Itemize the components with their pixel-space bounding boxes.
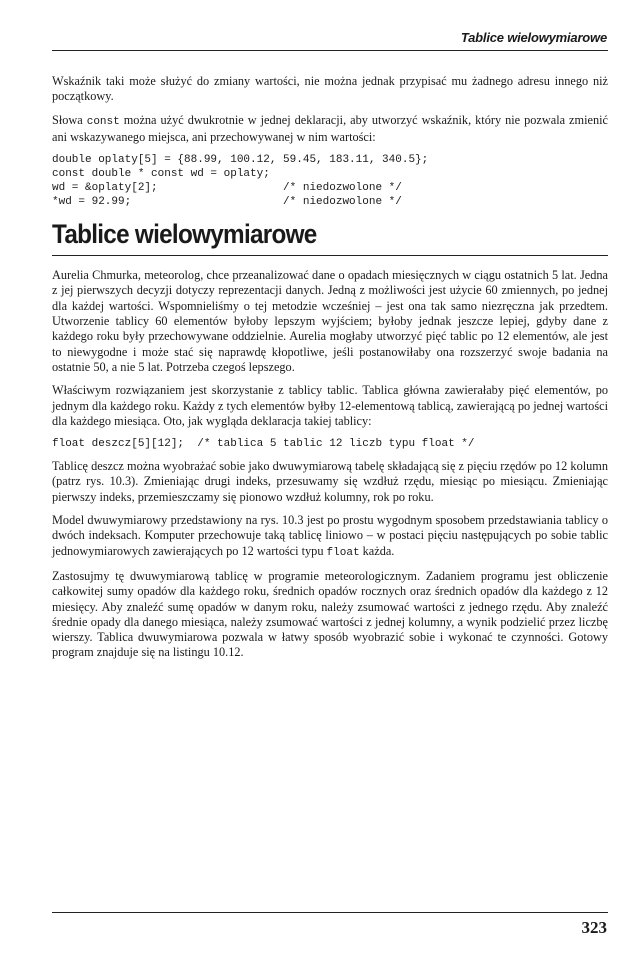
text-run: każda. <box>359 543 395 558</box>
code-line: double oplaty[5] = {88.99, 100.12, 59.45, 183.11, 340.5}; <box>52 154 429 167</box>
text-run: Model dwuwymiarowy przedstawiony na rys. 10.3 jest po prostu wygodnym sposobem przedstawiania tablicy o dwóch indeksach. Komputer przechowuje taką tablicę liniowo – w postaci pięciu następujących po sobie tablic jednowymiarowych zawierających po 12 wartości typu <box>52 513 608 558</box>
text-run: Słowa <box>52 112 87 127</box>
paragraph: Zastosujmy tę dwuwymiarową tablicę w programie meteorologicznym. Zadaniem programu jest obliczenie całkowitej sumy opadów dla każdego roku, średnich opadów rocznych oraz średnich opadów dla każdego z 12 miesięcy. Aby znaleźć sumę opadów w danym roku, należy zsumować wartości z jednego rzędu. Aby znaleźć średnie opady dla danego miesiąca, należy zsumować wartości z jednej kolumny, a wynik podzielić przez liczbę wierszy. Tablica dwuwymiarowa pozwala w łatwy sposób wyobrazić sobie i wykonać te czynności. Gotowy program znajduje się na listingu 10.12. <box>52 568 608 660</box>
paragraph <box>52 113 608 146</box>
paragraph <box>52 513 608 561</box>
paragraph: Wskaźnik taki może służyć do zmiany wartości, nie można jednak przypisać mu żadnego adresu innego niż początkowy. <box>52 74 608 104</box>
code-line: *wd = 92.99; /* niedozwolone */ <box>52 196 402 209</box>
page-content <box>52 74 608 669</box>
page-number: 323 <box>581 918 607 937</box>
section-heading: Tablice wielowymiarowe <box>52 219 317 250</box>
running-header: Tablice wielowymiarowe <box>460 30 607 45</box>
footer-rule <box>52 912 608 913</box>
code-line: wd = &oplaty[2]; /* niedozwolone */ <box>52 182 402 195</box>
code-line: const double * const wd = oplaty; <box>52 168 270 181</box>
paragraph: Aurelia Chmurka, meteorolog, chce przeanalizować dane o opadach miesięcznych w ciągu ostatnich 5 lat. Jedna z jej pierwszych decyzji dotyczy reprezentacji danych. Jedną z możliwości jest użycie 60 zmiennych, po jednej dla każdej wartości. Wspomnieliśmy o tej metodzie wcześniej – jest ona tak samo niezręczna jak przedtem. Utworzenie tablicy 60 elementów byłoby lepszym wyjściem; byłoby jednak jeszcze lepiej, gdyby dane z każdego roku były przechowywane oddzielnie. Aurelia mogłaby utworzyć pięć tablic po 12 elementów, ale jest to niewygodne i może stać się naprawdę kłopotliwe, jeśli postanowiłaby ona rozszerzyć swoje badania na ostatnie 50, a nie 5 lat. Potrzeba czegoś lepszego. <box>52 268 608 374</box>
code-block: float deszcz[5][12]; /* tablica 5 tablic 12 liczb typu float */ <box>52 438 475 451</box>
paragraph: Tablicę deszcz można wyobrażać sobie jako dwuwymiarową tabelę składającą się z pięciu rzędów po 12 kolumn (patrz rys. 10.3). Zmieniając drugi indeks, przesuwamy się wzdłuż rzędu, miesiąc po miesiącu. Zmieniając pierwszy indeks, przemieszczamy się pionowo wzdłuż kolumny, rok po roku. <box>52 459 608 504</box>
text-run: można użyć dwukrotnie w jednej deklaracji, aby utworzyć wskaźnik, który nie pozwala zmienić ani wskazywanego miejsca, ani przechowywanej w nim wartości: <box>52 112 608 144</box>
code-block <box>52 153 608 209</box>
inline-code: const <box>86 115 120 128</box>
inline-code: float <box>326 546 360 559</box>
paragraph: Właściwym rozwiązaniem jest skorzystanie z tablicy tablic. Tablica główna zawierałaby pięć elementów, po jednym dla każdego roku. Każdy z tych elementów byłby 12-elementową tablicą, zawierającą po jednej wartości dla każdego miesiąca. Oto, jak wygląda deklaracja takiej tablicy: <box>52 383 608 428</box>
header-rule <box>52 50 608 51</box>
section-rule <box>52 255 608 256</box>
